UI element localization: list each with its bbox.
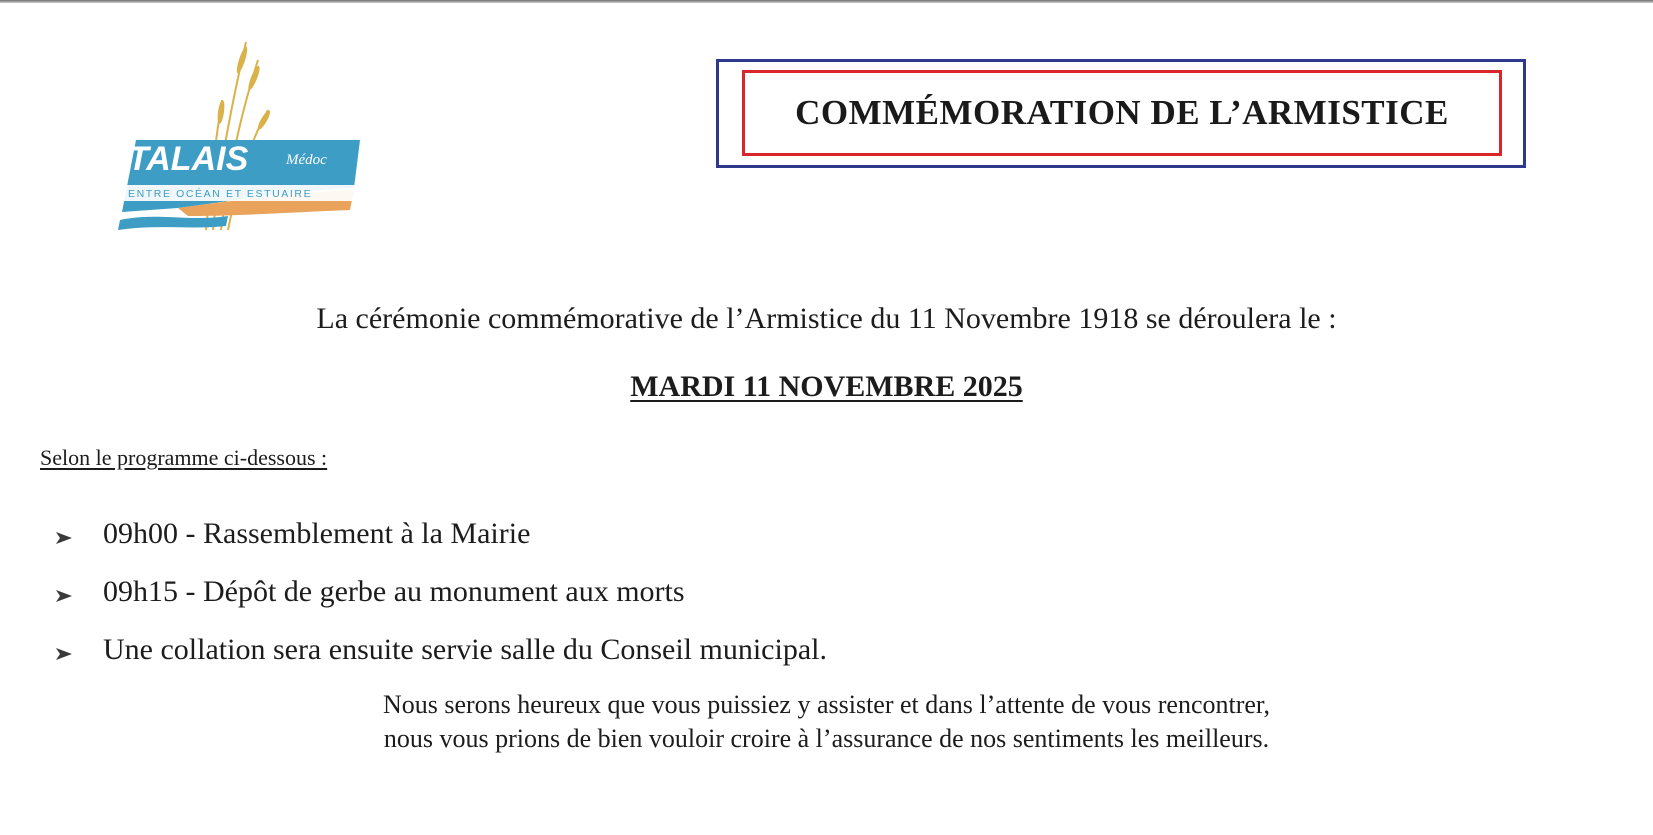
- intro-text: La cérémonie commémorative de l’Armistice du 11 Novembre 1918 se déroulera le :: [316, 302, 1337, 335]
- program-item: [55, 563, 827, 621]
- program-item: [55, 621, 827, 679]
- page-title: COMMÉMORATION DE L’ARMISTICE: [795, 93, 1449, 132]
- closing-line-1: Nous serons heureux que vous puissiez y assister et dans l’attente de vous rencontrer,: [382, 690, 1271, 719]
- closing-paragraph: [0, 688, 1653, 756]
- program-label: Selon le programme ci-dessous :: [40, 445, 328, 470]
- arrow-bullet-icon: [55, 587, 73, 605]
- program-list: [55, 505, 827, 679]
- logo-name: TALAIS: [128, 140, 249, 178]
- arrow-bullet-icon: [55, 645, 73, 663]
- arrow-bullet-icon: [55, 529, 73, 547]
- program-item-text: 09h00 - Rassemblement à la Mairie: [103, 517, 531, 550]
- program-item-text: 09h15 - Dépôt de gerbe au monument aux morts: [103, 575, 685, 608]
- logo-tagline: ENTRE OCÉAN ET ESTUAIRE: [128, 188, 313, 200]
- program-item-text: Une collation sera ensuite servie salle du Conseil municipal.: [103, 633, 827, 666]
- logo-graphic: [118, 40, 380, 245]
- scan-edge: [0, 0, 1653, 3]
- program-item: [55, 505, 827, 563]
- closing-line-2: nous vous prions de bien vouloir croire à l’assurance de nos sentiments les meilleurs.: [383, 724, 1270, 753]
- logo-region: Médoc: [286, 152, 327, 168]
- title-frame-inner: [742, 70, 1502, 156]
- talais-medoc-logo: [118, 40, 380, 245]
- event-date: MARDI 11 NOVEMBRE 2025: [630, 370, 1023, 403]
